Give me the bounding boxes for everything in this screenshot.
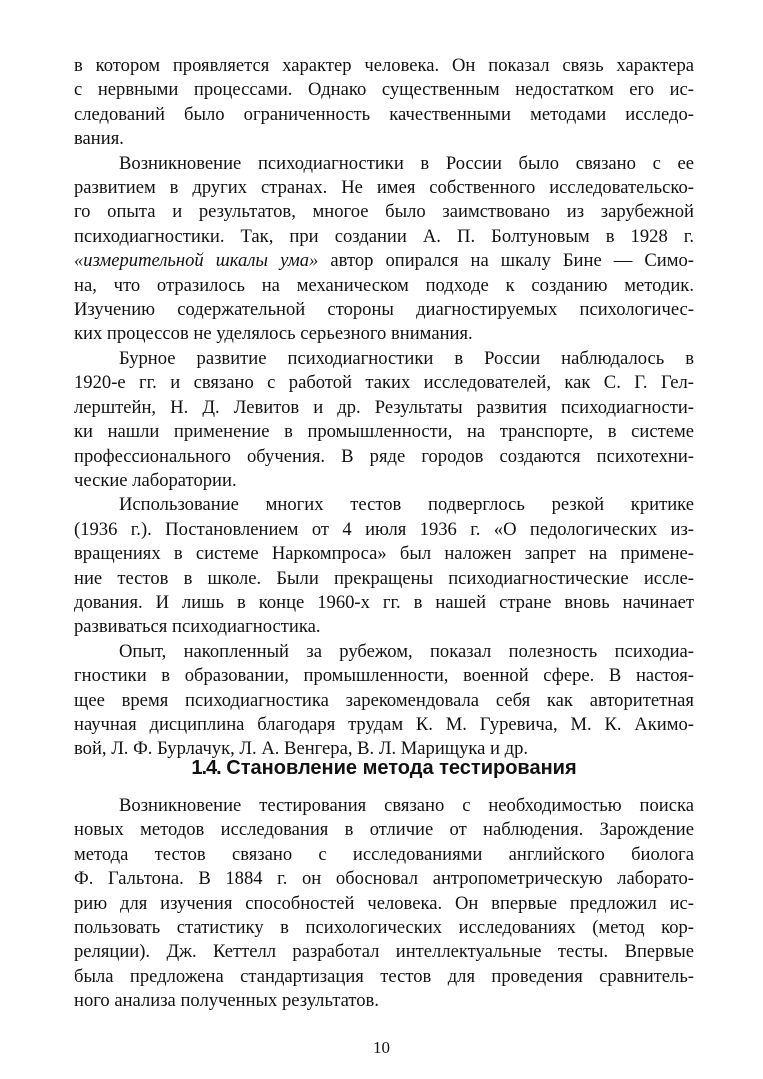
text-fragment: автор опирался на шкалу Бине — Симо-: [318, 250, 694, 272]
text-line: развиваться психодиагностика.: [74, 616, 321, 638]
text-line: гностики в образовании, промышленности, военной сфере. В настоя-: [74, 665, 694, 687]
text-line: в котором проявляется характер человека. Он показал связь характера: [74, 55, 694, 76]
text-line: Ф. Гальтона. В 1884 г. он обосновал антропометрическую лаборато-: [74, 868, 694, 890]
section-heading: [74, 754, 694, 782]
text-line: го опыта и результатов, многое было заимствовано из зарубежной: [74, 201, 694, 223]
text-line: метода тестов связано с исследованиями английского биолога: [74, 843, 694, 865]
text-line: вой, Л. Ф. Бурлачук, Л. А. Венгера, В. Л. Марищука и др.: [74, 738, 529, 760]
text-line: на, что отразилось на механическом подходе к созданию методик.: [74, 274, 694, 296]
text-line: ких процессов не уделялось серьезного внимания.: [74, 323, 473, 345]
section-number: 1.4.: [191, 757, 221, 779]
body-text-top: [74, 54, 694, 762]
body-text-bottom: [74, 794, 694, 1014]
text-line: научная дисциплина благодаря трудам К. М. Гуревича, М. К. Акимо-: [74, 713, 694, 735]
italic-term: «измерительной шкалы ума»: [74, 250, 319, 272]
text-line: 1920-е гг. и связано с работой таких исследователей, как С. Г. Гел-: [74, 372, 694, 394]
text-line: была предложена стандартизация тестов для проведения сравнитель-: [74, 965, 694, 987]
text-line: лерштейн, Н. Д. Левитов и др. Результаты развития психодиагности-: [74, 396, 694, 418]
text-line: ческие лаборатории.: [74, 469, 237, 491]
text-line: следований было ограниченность качественными методами исследо-: [74, 103, 694, 125]
text-line: реляции). Дж. Кеттелл разработал интеллектуальные тесты. Впервые: [74, 941, 694, 963]
text-line: Использование многих тестов подверглось резкой критике: [119, 494, 694, 516]
text-line: дования. И лишь в конце 1960-х гг. в нашей стране вновь начинает: [74, 591, 694, 613]
text-line: Опыт, накопленный за рубежом, показал полезность психодиа-: [119, 640, 694, 662]
text-line: ние тестов в школе. Были прекращены психодиагностические иссле-: [74, 567, 694, 589]
text-line: новых методов исследования в отличие от наблюдения. Зарождение: [74, 819, 694, 841]
text-line: Возникновение тестирования связано с необходимостью поиска: [119, 795, 694, 816]
text-line: Возникновение психодиагностики в России было связано с ее: [119, 152, 694, 174]
text-line: рию для изучения способностей человека. Он впервые предложил ис-: [74, 892, 694, 914]
text-line: ки нашли применение в промышленности, на транспорте, в системе: [74, 421, 694, 443]
text-line: профессионального обучения. В ряде городов создаются психотехни-: [74, 445, 694, 467]
section-title: Становление метода тестирования: [226, 757, 577, 779]
text-line: Бурное развитие психодиагностики в России наблюдалось в: [119, 347, 694, 369]
text-line: щее время психодиагностика зарекомендовала себя как авторитетная: [74, 689, 694, 711]
text-line: вращениях в системе Наркомпроса» был наложен запрет на примене-: [74, 543, 694, 565]
page-number: 10: [373, 1038, 390, 1057]
text-line: пользовать статистику в психологических исследованиях (метод кор-: [74, 917, 694, 939]
text-line: с нервными процессами. Однако существенным недостатком его ис-: [74, 79, 694, 101]
text-line: ного анализа полученных результатов.: [74, 990, 379, 1012]
text-line: (1936 г.). Постановлением от 4 июля 1936 г. «О педологических из-: [74, 518, 694, 540]
text-line: психодиагностики. Так, при создании А. П. Болтуновым в 1928 г.: [74, 225, 694, 247]
text-line: развитием в других странах. Не имея собственного исследовательско-: [74, 177, 694, 199]
text-line: вания.: [74, 128, 124, 150]
text-line: Изучению содержательной стороны диагностируемых психологичес-: [74, 299, 694, 321]
text-line: [74, 249, 694, 273]
